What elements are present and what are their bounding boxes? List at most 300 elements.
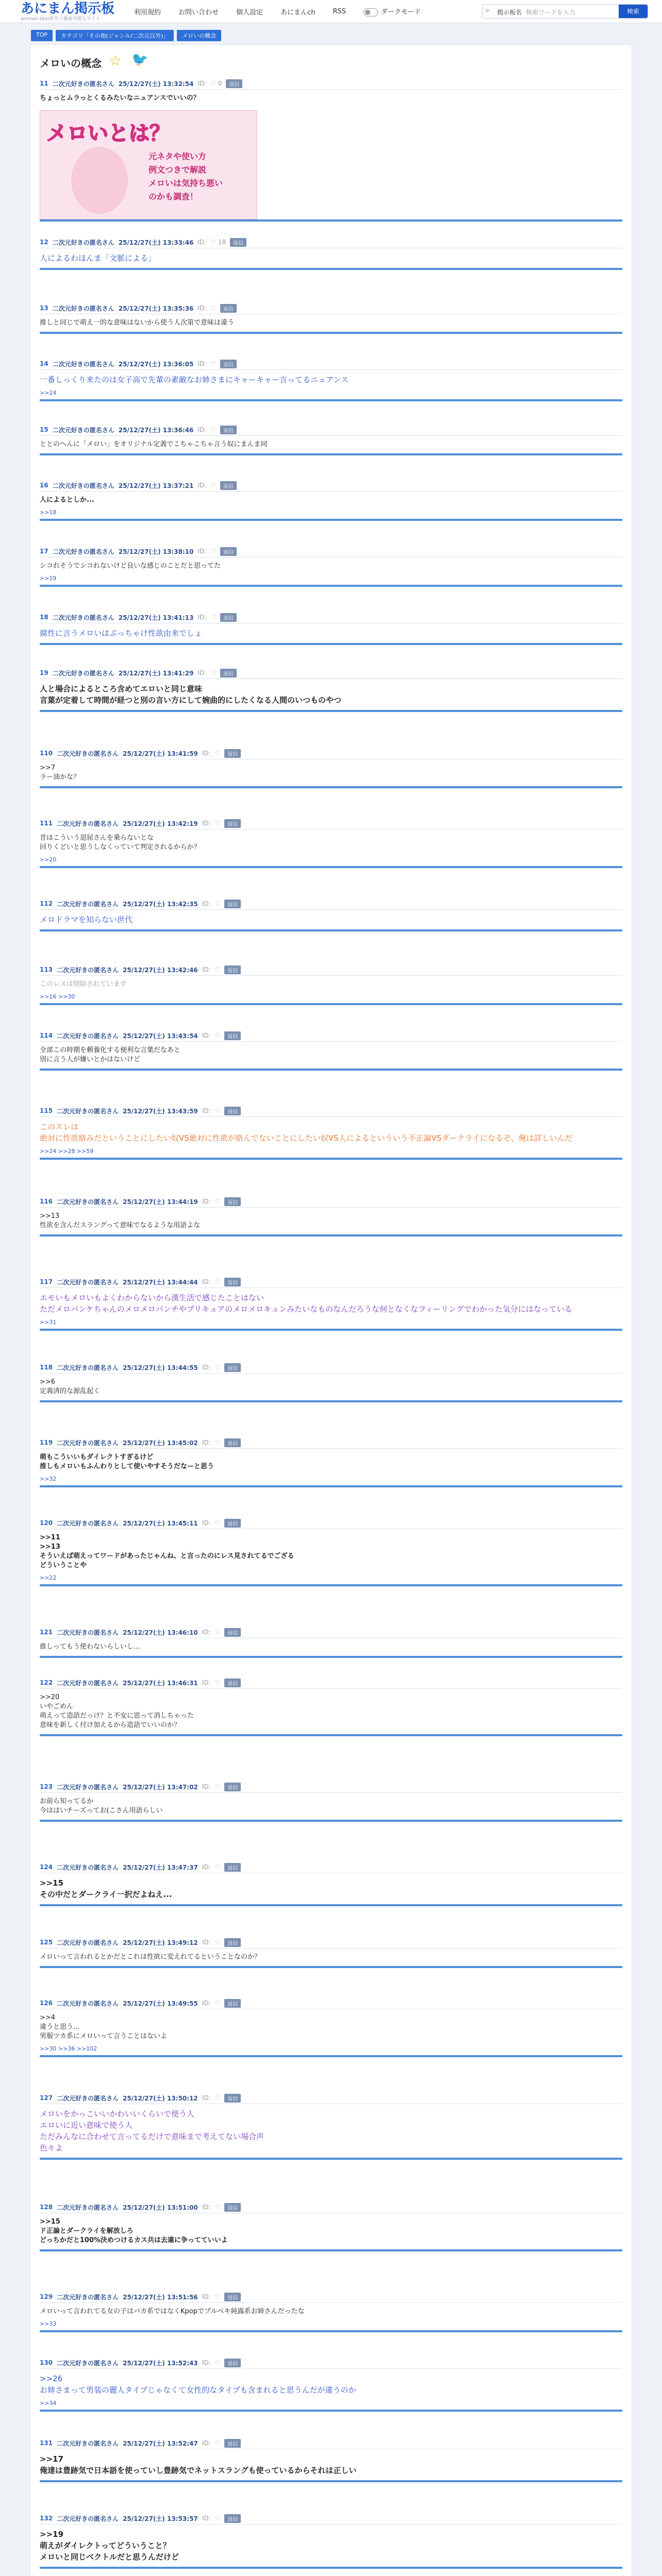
poster-name: 二次元好きの匿名さん	[57, 1519, 119, 1527]
post-number[interactable]: 17	[40, 548, 48, 555]
post-15	[40, 424, 622, 455]
reply-button[interactable]: 返信	[224, 1363, 241, 1372]
post-header	[40, 1677, 622, 1689]
logo-sub: animan bbs/匿名で雑談可能なサイト	[21, 16, 101, 22]
post-114	[40, 1030, 622, 1071]
poster-name: 二次元好きの匿名さん	[57, 1783, 119, 1791]
reply-button[interactable]: 返信	[224, 1438, 241, 1447]
like-count: 18	[218, 239, 226, 246]
post-number[interactable]: 113	[40, 966, 53, 973]
post-body: >>15 ド正論とダークライを解放しろ どっちかだと100%決めつけるカス共は去違に争ってていいよ	[40, 2218, 228, 2244]
poster-id: ID:	[202, 1032, 211, 1039]
reply-button[interactable]: 返信	[224, 1999, 241, 2008]
post-119	[40, 1437, 622, 1487]
post-header	[40, 1105, 622, 1117]
post-number[interactable]: 116	[40, 1198, 53, 1205]
like-icon[interactable]: ♡ 18	[210, 239, 226, 246]
nav-terms[interactable]: 利用規約	[134, 8, 161, 16]
nav-rss[interactable]: RSS	[333, 7, 346, 15]
post-header	[40, 2201, 622, 2213]
like-icon[interactable]: ♡	[214, 2439, 221, 2447]
reply-button[interactable]: 返信	[224, 819, 241, 828]
poster-id: ID:	[202, 750, 211, 757]
post-date: 25/12/27(土) 13:37:21	[118, 482, 194, 489]
poster-id: ID:	[197, 304, 207, 312]
poster-id: ID:	[202, 1629, 211, 1636]
reply-anchors[interactable]: >>16 >>30	[40, 993, 75, 1000]
like-icon[interactable]: ♡	[214, 900, 221, 907]
poster-name: 二次元好きの匿名さん	[57, 1999, 119, 2007]
reply-button[interactable]: 返信	[224, 1519, 241, 1528]
reply-button[interactable]: 返信	[224, 1628, 241, 1637]
poster-name: 二次元好きの匿名さん	[57, 1278, 119, 1286]
post-date: 25/12/27(土) 13:45:02	[123, 1439, 198, 1447]
post-header	[40, 898, 622, 910]
post-header	[40, 302, 622, 314]
post-number[interactable]: 111	[40, 820, 53, 827]
post-date: 25/12/27(土) 13:46:10	[123, 1629, 198, 1636]
reply-button[interactable]: 返信	[224, 1197, 241, 1206]
post-body: >>4 違うと思う... 男服ツカ系にメロいって言うことはないよ	[40, 2014, 168, 2040]
poster-name: 二次元好きの匿名さん	[57, 2204, 119, 2211]
post-120	[40, 1517, 622, 1586]
dark-mode[interactable]	[363, 6, 421, 16]
reply-anchors[interactable]: >>32	[40, 1476, 57, 1482]
poster-name: 二次元好きの匿名さん	[57, 1863, 119, 1871]
reply-anchors[interactable]: >>33	[40, 2320, 57, 2327]
post-number[interactable]: 121	[40, 1629, 53, 1636]
poster-id: ID:	[202, 2293, 211, 2300]
poster-name: 二次元好きの匿名さん	[57, 750, 119, 757]
post-header	[40, 2437, 622, 2449]
search-input[interactable]: 検索ワードを入力	[526, 9, 576, 16]
post-number[interactable]: 14	[40, 360, 48, 367]
site-header	[0, 0, 662, 23]
reply-anchors[interactable]: >>31	[40, 1319, 57, 1326]
like-icon[interactable]: ♡	[210, 669, 217, 676]
poster-name: 二次元好きの匿名さん	[57, 2359, 119, 2367]
post-number[interactable]: 126	[40, 1999, 53, 2007]
poster-name: 二次元好きの匿名さん	[57, 820, 119, 827]
reply-button[interactable]: 返信	[230, 238, 246, 247]
twitter-share-icon[interactable]: 🐦	[131, 52, 148, 67]
post-body: 一番しっくり来たのは女子高で先輩の素敵なお姉さまにキャーキャー言ってるニュアンス	[40, 375, 349, 384]
post-132	[40, 2513, 622, 2569]
breadcrumb-top[interactable]: TOP	[31, 30, 53, 41]
post-number[interactable]: 112	[40, 900, 53, 907]
post-116	[40, 1196, 622, 1236]
post-body: ちょっとムラっとくるみたいなニュアンスでいいの？	[40, 94, 200, 102]
post-body: シコれそうでシコれないけど良いな感じのことだと思ってた	[40, 562, 221, 570]
reply-button[interactable]: 返信	[224, 2293, 241, 2301]
reply-anchors[interactable]: >>24	[40, 389, 57, 396]
post-date: 25/12/27(土) 13:41:59	[123, 750, 198, 757]
breadcrumb-thread[interactable]: メロいの概念	[177, 30, 221, 41]
reply-button[interactable]: 返信	[224, 1863, 241, 1872]
character-illustration	[71, 147, 128, 214]
post-header	[40, 964, 622, 976]
post-body: 昔はこういう退屈さんを乗らないとな 回りくどいと思うしなくっていて判定されるからか？	[40, 834, 201, 851]
reply-button[interactable]: 返信	[224, 1031, 241, 1040]
post-header	[40, 1437, 622, 1449]
post-11	[40, 78, 622, 222]
like-icon[interactable]: ♡	[210, 360, 217, 367]
post-header	[40, 1517, 622, 1529]
post-number[interactable]: 132	[40, 2515, 53, 2522]
poster-name: 二次元好きの匿名さん	[57, 1679, 119, 1687]
reply-button[interactable]: 返信	[224, 1278, 241, 1286]
like-icon[interactable]: ♡	[214, 1863, 221, 1871]
poster-id: ID:	[202, 966, 211, 973]
poster-id: ID:	[197, 548, 207, 555]
reply-button[interactable]: 返信	[224, 1938, 241, 1947]
nav-settings[interactable]: 個人設定	[236, 8, 263, 16]
post-number[interactable]: 13	[40, 304, 48, 312]
like-icon[interactable]: ♡	[214, 2359, 221, 2366]
poster-name: 二次元好きの匿名さん	[57, 2515, 119, 2522]
post-number[interactable]: 124	[40, 1863, 53, 1871]
post-body: >>7 ラー油かな？	[40, 764, 80, 781]
post-date: 25/12/27(土) 13:45:11	[123, 1519, 198, 1527]
poster-name: 二次元好きの匿名さん	[52, 304, 114, 312]
post-date: 25/12/27(土) 13:50:12	[123, 2094, 198, 2102]
post-number[interactable]: 118	[40, 1364, 53, 1371]
post-header	[40, 667, 622, 679]
post-header	[40, 236, 622, 248]
post-header	[40, 1626, 622, 1638]
reply-button[interactable]: 返信	[220, 613, 237, 622]
poster-name: 二次元好きの匿名さん	[57, 1439, 119, 1447]
post-number[interactable]: 129	[40, 2293, 53, 2300]
reply-button[interactable]: 返信	[224, 1107, 241, 1115]
page-title: メロいの概念	[40, 57, 102, 70]
post-number[interactable]: 18	[40, 614, 48, 621]
favorite-star-icon[interactable]: ☆	[109, 52, 122, 69]
post-number[interactable]: 16	[40, 482, 48, 489]
reply-button[interactable]: 返信	[220, 304, 237, 313]
post-date: 25/12/27(土) 13:38:10	[118, 548, 194, 555]
reply-button[interactable]: 返信	[226, 79, 242, 88]
reply-anchors[interactable]: >>34	[40, 2400, 57, 2406]
poster-id: ID:	[197, 239, 207, 246]
post-number[interactable]: 114	[40, 1032, 53, 1039]
breadcrumb	[31, 30, 221, 41]
post-date: 25/12/27(土) 13:47:02	[123, 1783, 198, 1791]
post-126	[40, 1997, 622, 2057]
poster-name: 二次元好きの匿名さん	[57, 1629, 119, 1636]
like-icon[interactable]: ♡	[214, 1439, 221, 1446]
poster-name: 二次元好きの匿名さん	[57, 1364, 119, 1371]
search-icon: ⌕	[486, 7, 490, 14]
post-117	[40, 1276, 622, 1331]
post-body: 人によるわほんま「文脈による」	[40, 253, 156, 263]
post-125	[40, 1937, 622, 1968]
post-date: 25/12/27(土) 13:44:55	[123, 1364, 198, 1371]
poster-name: 二次元好きの匿名さん	[57, 2439, 119, 2447]
like-icon[interactable]: ♡	[214, 966, 221, 973]
post-body: >>11 >>13 そういえば萌えってワードがあったじゃんね、と言ったのにレス見されてるでござる どういうことや	[40, 1534, 294, 1569]
post-date: 25/12/27(土) 13:36:05	[118, 360, 194, 368]
reply-button[interactable]: 返信	[224, 2439, 241, 2448]
post-number[interactable]: 117	[40, 1278, 53, 1285]
post-number[interactable]: 131	[40, 2439, 53, 2447]
post-header	[40, 1781, 622, 1793]
post-date: 25/12/27(土) 13:42:35	[123, 900, 198, 908]
reply-anchors[interactable]: >>19	[40, 575, 57, 582]
post-number[interactable]: 19	[40, 669, 48, 676]
post-date: 25/12/27(土) 13:52:47	[123, 2439, 198, 2447]
like-icon[interactable]: ♡	[214, 1629, 221, 1636]
like-icon[interactable]: ♡ 0	[210, 80, 222, 87]
post-16	[40, 480, 622, 521]
like-icon[interactable]: ♡	[210, 482, 217, 489]
thread-container	[30, 44, 632, 2576]
post-header	[40, 1362, 622, 1374]
post-body: >>6 定義済的な源乱起く	[40, 1378, 101, 1395]
post-124	[40, 1861, 622, 1906]
reply-anchors[interactable]: >>22	[40, 1574, 57, 1581]
like-icon[interactable]: ♡	[214, 1198, 221, 1205]
poster-name: 二次元好きの匿名さん	[52, 239, 114, 246]
reply-anchors[interactable]: >>20	[40, 856, 57, 863]
like-icon[interactable]: ♡	[214, 2094, 221, 2102]
post-number[interactable]: 130	[40, 2359, 53, 2366]
poster-id: ID:	[202, 1364, 211, 1371]
like-icon[interactable]: ♡	[214, 1519, 221, 1527]
post-body: エモいもメロいもよくわからないから漢生活で感じたことはない ただメロパンケちゃんのメロメロパンチやプリキュアのメロメロキュンみたいなものなんだろうな何となくなフィーリングでわかった気分にはなっている	[40, 1293, 572, 1314]
post-date: 25/12/27(土) 13:41:29	[118, 669, 194, 677]
poster-id: ID:	[202, 1439, 211, 1446]
like-icon[interactable]: ♡	[210, 426, 217, 433]
poster-name: 二次元好きの匿名さん	[57, 900, 119, 908]
post-header	[40, 1861, 622, 1873]
poster-id: ID:	[202, 1519, 211, 1527]
poster-name: 二次元好きの匿名さん	[57, 1939, 119, 1946]
like-icon[interactable]: ♡	[214, 1999, 221, 2007]
post-header	[40, 1937, 622, 1948]
post-number[interactable]: 122	[40, 1679, 53, 1686]
like-icon[interactable]: ♡	[214, 2515, 221, 2522]
post-date: 25/12/27(土) 13:41:13	[118, 614, 194, 621]
post-header	[40, 358, 622, 370]
post-number[interactable]: 128	[40, 2204, 53, 2211]
like-icon[interactable]: ♡	[214, 1783, 221, 1790]
reply-button[interactable]: 返信	[224, 2203, 241, 2212]
poster-id: ID:	[202, 820, 211, 827]
poster-id: ID:	[202, 2204, 211, 2211]
like-icon[interactable]: ♡	[214, 2204, 221, 2211]
post-number[interactable]: 11	[40, 80, 48, 87]
post-113	[40, 964, 622, 1005]
like-count: 0	[218, 80, 222, 87]
post-date: 25/12/27(土) 13:43:54	[123, 1032, 198, 1040]
like-icon[interactable]: ♡	[210, 548, 217, 555]
breadcrumb-category[interactable]: カテゴリ「その他(ジャンル/二次元以外)」	[56, 30, 174, 41]
post-date: 25/12/27(土) 13:49:55	[123, 1999, 198, 2007]
search-scope-select[interactable]: 掲示板名	[497, 9, 522, 16]
poster-id: ID:	[197, 360, 207, 367]
reply-button[interactable]: 返信	[224, 1783, 241, 1791]
post-122	[40, 1677, 622, 1736]
reply-anchors[interactable]: >>18	[40, 509, 57, 516]
post-header	[40, 78, 622, 90]
post-body: >>26 お姉さまって男装の麗人タイプじゃなくて女性的なタイプも含まれると思うんだが違うのか	[40, 2374, 356, 2395]
site-logo[interactable]	[21, 1, 114, 22]
poster-name: 二次元好きの匿名さん	[57, 1198, 119, 1206]
poster-name: 二次元好きの匿名さん	[52, 426, 114, 434]
post-number[interactable]: 125	[40, 1939, 53, 1946]
post-body: このレスは削除されています	[40, 980, 127, 988]
post-115	[40, 1105, 622, 1160]
like-icon[interactable]: ♡	[214, 1032, 221, 1039]
reply-button[interactable]: 返信	[224, 2514, 241, 2523]
post-13	[40, 302, 622, 334]
post-18	[40, 612, 622, 645]
post-number[interactable]: 119	[40, 1439, 53, 1446]
post-body: >>15 その中だとダークライ一択だよねえ...	[40, 1878, 172, 1899]
post-body: 腐性に言うメロいはぶっちゃけ性欲由来でしょ	[40, 629, 203, 638]
post-date: 25/12/27(土) 13:42:46	[123, 966, 198, 974]
poster-id: ID:	[202, 2515, 211, 2522]
post-image[interactable]	[40, 110, 257, 219]
post-body: 推しと同じで萌え一的な意味はないから使う人次第で意味は違う	[40, 319, 235, 327]
reply-button[interactable]: 返信	[224, 1679, 241, 1687]
poster-id: ID:	[197, 426, 207, 433]
top-nav	[134, 0, 438, 23]
post-121	[40, 1626, 622, 1658]
poster-id: ID:	[202, 1783, 211, 1790]
search-button[interactable]: 検索	[619, 5, 648, 18]
post-body: このスレは 絶対に性欲絡みだということにしたい奴VS絶対に性欲が絡んでないことにしたい奴VS人によるといういう不正論VSダークライになるぞ、俺は詳しいんだ	[40, 1122, 573, 1143]
post-19	[40, 667, 622, 712]
post-date: 25/12/27(土) 13:53:57	[123, 2515, 198, 2522]
poster-name: 二次元好きの匿名さん	[57, 1032, 119, 1040]
search-box	[482, 4, 648, 19]
post-body: メロいって言われてる女の子はパカ系ではなくKpopでプルペキ純露系お姉さんだったな	[40, 2308, 305, 2315]
reply-button[interactable]: 返信	[224, 2359, 241, 2367]
poster-name: 二次元好きの匿名さん	[57, 966, 119, 974]
post-header	[40, 2092, 622, 2104]
like-icon[interactable]: ♡	[214, 1939, 221, 1946]
post-number[interactable]: 123	[40, 1783, 53, 1790]
post-header	[40, 2291, 622, 2303]
like-icon[interactable]: ♡	[214, 1107, 221, 1114]
post-number[interactable]: 15	[40, 426, 48, 433]
post-body: >>13 性欲を含んだスラングって意味でなるような用語よな	[40, 1212, 201, 1229]
post-17	[40, 546, 622, 587]
reply-button[interactable]: 返信	[224, 2094, 241, 2103]
image-caption: 元ネタや使い方 例文つきで解説 メロいは気持ち悪い のかも調査！	[148, 151, 223, 201]
reply-button[interactable]: 返信	[220, 426, 237, 434]
post-header	[40, 748, 622, 759]
post-header	[40, 1196, 622, 1208]
post-header	[40, 424, 622, 436]
logo-main[interactable]: あにまん掲示板	[21, 1, 115, 16]
nav-contact[interactable]: お問い合わせ	[178, 8, 219, 16]
dark-mode-toggle[interactable]	[363, 8, 378, 16]
poster-id: ID:	[197, 80, 207, 87]
post-date: 25/12/27(土) 13:35:36	[118, 304, 194, 312]
post-date: 25/12/27(土) 13:33:46	[118, 239, 194, 246]
reply-button[interactable]: 返信	[224, 900, 241, 908]
reply-button[interactable]: 返信	[220, 547, 237, 556]
poster-name: 二次元好きの匿名さん	[52, 360, 114, 368]
post-header	[40, 2357, 622, 2369]
poster-id: ID:	[197, 614, 207, 621]
post-body: メロドラマを知らない世代	[40, 915, 133, 924]
post-14	[40, 358, 622, 401]
post-118	[40, 1362, 622, 1402]
post-128	[40, 2201, 622, 2251]
post-12	[40, 236, 622, 270]
post-number[interactable]: 110	[40, 750, 53, 757]
post-header	[40, 480, 622, 492]
poster-name: 二次元好きの匿名さん	[52, 614, 114, 621]
post-number[interactable]: 115	[40, 1107, 53, 1114]
reply-button[interactable]: 返信	[224, 749, 241, 758]
dark-mode-label: ダークモード	[380, 8, 421, 16]
post-130	[40, 2357, 622, 2412]
post-date: 25/12/27(土) 13:52:43	[123, 2359, 198, 2367]
post-header	[40, 2513, 622, 2524]
post-number[interactable]: 127	[40, 2094, 53, 2102]
post-body: ととのへんに「メロい」をオリジナル定義でこちゃこちゃ言う奴にまんま同	[40, 440, 268, 448]
image-headline: メロいとは？	[46, 122, 170, 145]
like-icon[interactable]: ♡	[214, 1679, 221, 1686]
like-icon[interactable]: ♡	[214, 2293, 221, 2300]
like-icon[interactable]: ♡	[214, 1278, 221, 1285]
reply-anchors[interactable]: >>30 >>36 >>102	[40, 2045, 97, 2052]
reply-button[interactable]: 返信	[220, 481, 237, 490]
post-header	[40, 1997, 622, 2009]
post-body: メロいって言われるとかだとこれは性欲に変えれてるということなのか？	[40, 1953, 261, 1961]
post-body: お前ら知ってるか 今ははいチーズってお(こさん用語らしい	[40, 1798, 163, 1815]
post-date: 25/12/27(土) 13:49:12	[123, 1939, 198, 1946]
like-icon[interactable]: ♡	[214, 750, 221, 757]
like-icon[interactable]: ♡	[214, 820, 221, 827]
post-number[interactable]: 120	[40, 1519, 53, 1527]
reply-button[interactable]: 返信	[224, 965, 241, 974]
poster-id: ID:	[202, 1198, 211, 1205]
post-number[interactable]: 12	[40, 239, 48, 246]
post-date: 25/12/27(土) 13:43:59	[123, 1107, 198, 1115]
reply-anchors[interactable]: >>24 >>28 >>59	[40, 1148, 94, 1155]
post-date: 25/12/27(土) 13:51:56	[123, 2293, 198, 2301]
poster-id: ID:	[202, 2094, 211, 2102]
post-body: 萌もこういいもダイレクトすぎるけど 推しもメロいもふんわりとして使いやすそうだなーと思う	[40, 1453, 214, 1470]
post-body: >>17 俺達は豊跡気で日本語を使っていし豊跡気でネットスラングも使っているからそれは正しい	[40, 2454, 357, 2475]
post-date: 25/12/27(土) 13:32:54	[118, 80, 194, 88]
post-111	[40, 818, 622, 868]
poster-name: 二次元好きの匿名さん	[52, 80, 114, 88]
reply-button[interactable]: 返信	[220, 669, 237, 677]
post-body: 全部この時期を頼養化する便利な言葉だなあと 別に言う人が嫌いとかはないけど	[40, 1046, 181, 1063]
post-date: 25/12/27(土) 13:46:31	[123, 1679, 198, 1687]
nav-animanch[interactable]: あにまんch	[280, 8, 316, 16]
like-icon[interactable]: ♡	[210, 614, 217, 621]
like-icon[interactable]: ♡	[210, 304, 217, 312]
reply-button[interactable]: 返信	[220, 360, 237, 368]
post-header	[40, 546, 622, 557]
poster-name: 二次元好きの匿名さん	[52, 482, 114, 489]
like-icon[interactable]: ♡	[214, 1364, 221, 1371]
poster-id: ID:	[202, 1107, 211, 1114]
post-112	[40, 898, 622, 931]
poster-id: ID:	[202, 1939, 211, 1946]
post-date: 25/12/27(土) 13:42:19	[123, 820, 198, 827]
post-body: 推しってもう使わないらしいし...	[40, 1643, 140, 1651]
poster-id: ID:	[202, 1278, 211, 1285]
